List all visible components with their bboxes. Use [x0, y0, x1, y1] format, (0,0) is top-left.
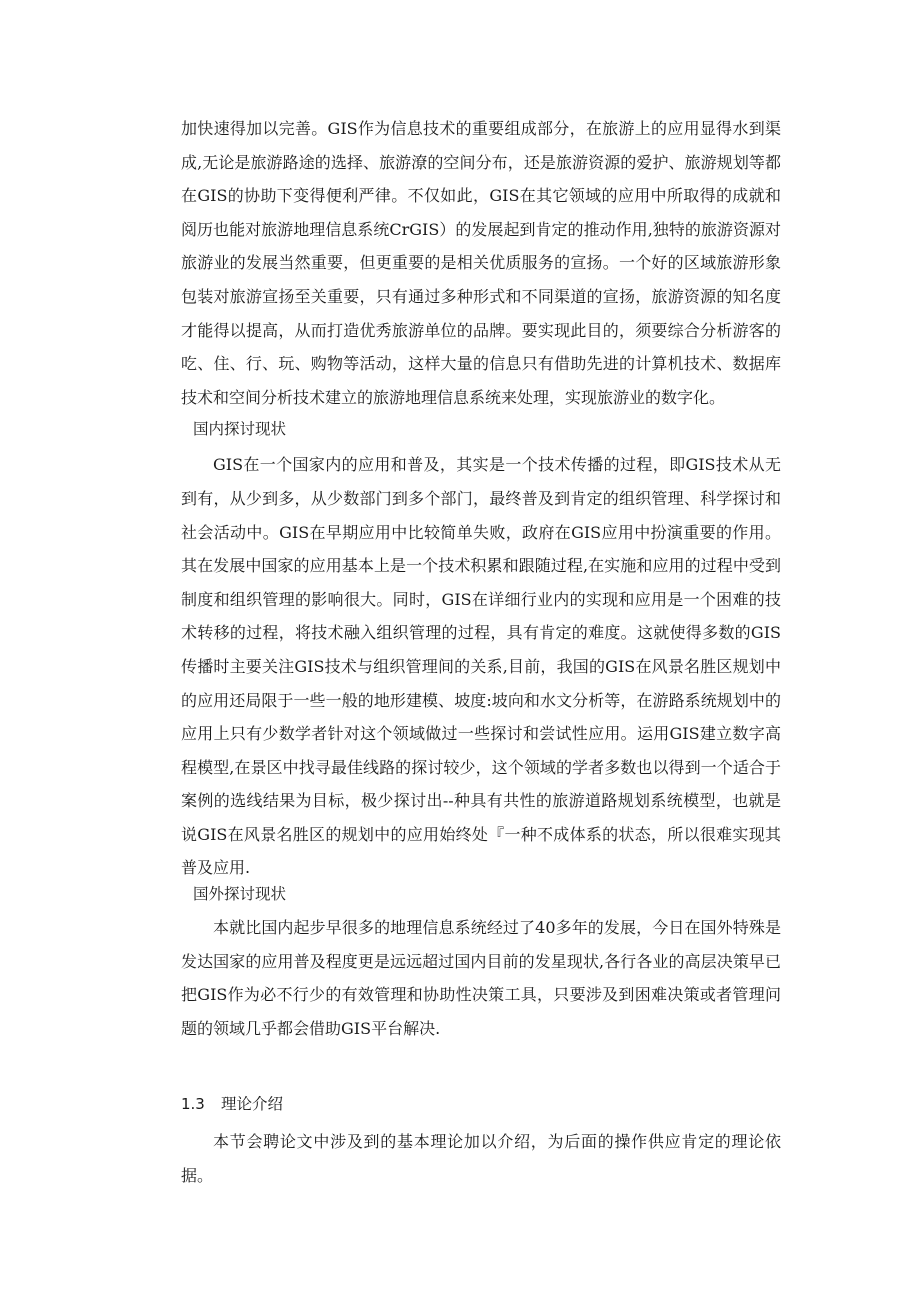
subheading-foreign-status: 国外探讨现状: [193, 885, 287, 904]
document-page: [181, 112, 781, 1193]
body-paragraph-foreign: 本就比国内起步早很多的地理信息系统经过了40多年的发展，今日在国外特殊是发达国家的应用普及程度更是远远超过国内目前的发星现状,各行各业的高层决策早已把GIS作为必不行少的有效管理和协助性决策工具，只要涉及到困难决策或者管理问题的领域几乎都会借助GIS平台解决.: [181, 918, 781, 1038]
body-paragraph-theory: 本节会聘论文中涉及到的基本理论加以介绍，为后面的操作供应肯定的理论依据。: [181, 1132, 781, 1186]
body-paragraph-intro: 加快速得加以完善。GIS作为信息技术的重要组成部分，在旅游上的应用显得水到渠成,无论是旅游路途的选择、旅游潦的空间分布，还是旅游资源的爱护、旅游规划等都在GIS的协助下变得便利严律。不仅如此，GIS在其它领域的应用中所取得的成就和阅历也能对旅游地理信息系统CrGIS）的发展起到肯定的推动作用,独特的旅游资源对旅游业的发展当然重要，但更重要的是相关优质服务的宣扬。一个好的区域旅游形象包装对旅游宣扬至关重要，只有通过多种形式和不同渠道的宣扬，旅游资源的知名度才能得以提高，从而打造优秀旅游单位的品牌。要实现此目的，须要综合分析游客的吃、住、行、玩、购物等活动，这样大量的信息只有借助先进的计算机技术、数据库技术和空间分析技术建立的旅游地理信息系统来处理，实现旅游业的数字化。: [181, 119, 781, 407]
section-heading: [181, 1089, 781, 1119]
section-title: 理论介绍: [221, 1095, 284, 1114]
section-number: 1.3: [181, 1095, 205, 1114]
body-paragraph-domestic: GIS在一个国家内的应用和普及，其实是一个技术传播的过程，即GIS技术从无到有，从少到多，从少数部门到多个部门，最终普及到肯定的组织管理、科学探讨和社会活动中。GIS在早期应用中比较简单失败，政府在GIS应用中扮演重要的作用。其在发展中国家的应用基本上是一个技术积累和跟随过程,在实施和应用的过程中受到制度和组织管理的影响很大。同时，GIS在详细行业内的实现和应用是一个困难的技术转移的过程，将技术融入组织管理的过程，具有肯定的难度。这就使得多数的GIS传播时主要关注GIS技术与组织管理间的关系,目前，我国的GIS在风景名胜区规划中的应用还局限于一些一般的地形建模、坡度:坡向和水文分析等，在游路系统规划中的应用上只有少数学者针对这个领域做过一些探讨和尝试性应用。运用GIS建立数字高程模型,在景区中找寻最佳线路的探讨较少，这个领域的学者多数也以得到一个适合于案例的选线结果为目标，极少探讨出--种具有共性的旅游道路规划系统模型，也就是说GIS在风景名胜区的规划中的应用始终处『一种不成体系的状态，所以很难实现其普及应用.: [181, 455, 781, 878]
subheading-domestic-status: 国内探讨现状: [193, 420, 287, 439]
